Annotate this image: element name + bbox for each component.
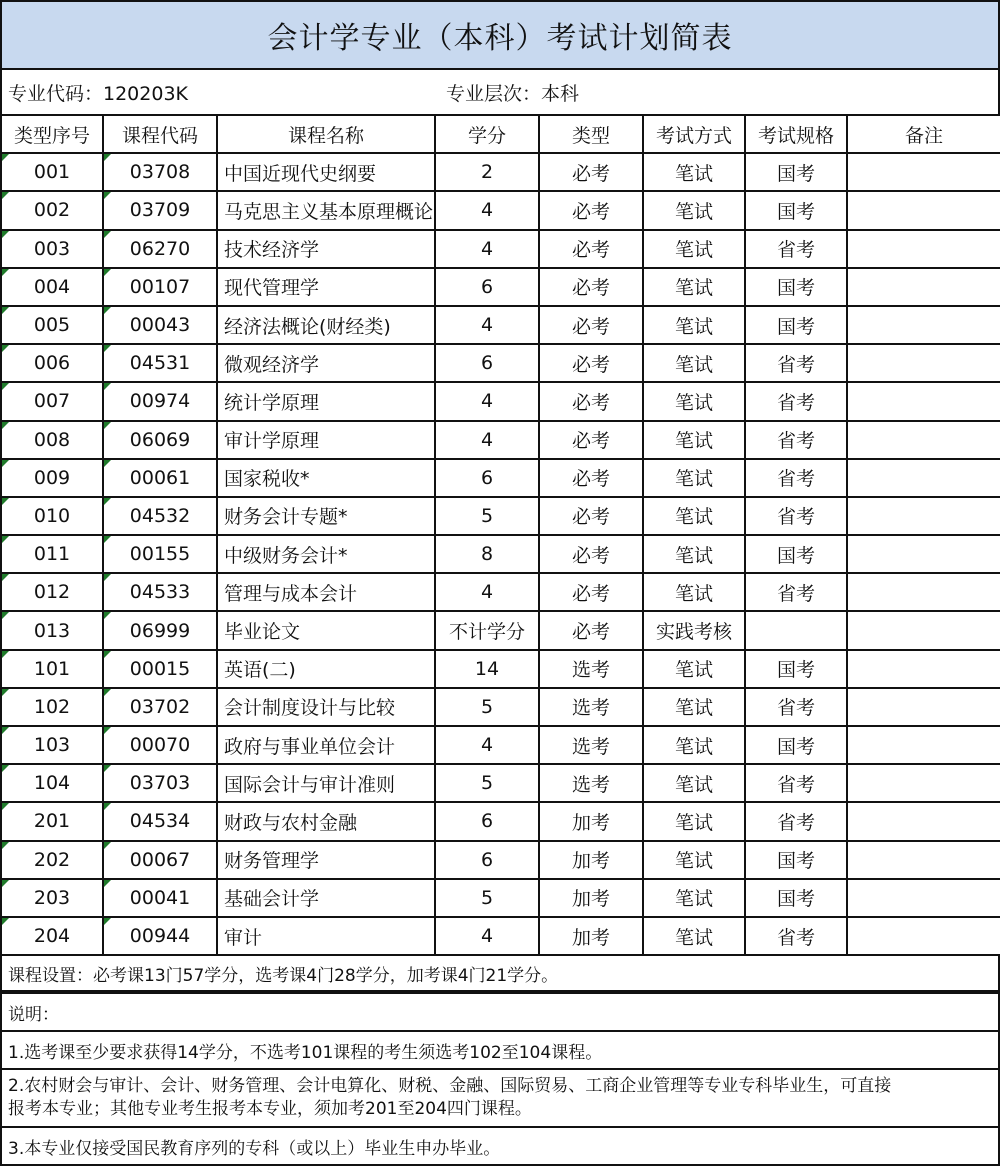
cell-code: 04533 — [103, 573, 217, 611]
cell-type: 加考 — [539, 917, 643, 955]
header-name: 课程名称 — [217, 115, 435, 153]
table-row — [1, 573, 1000, 611]
notes-heading-text: 说明： — [8, 1004, 59, 1025]
cell-seq: 006 — [1, 344, 103, 382]
cell-method: 笔试 — [643, 268, 745, 306]
cell-credit: 4 — [435, 421, 539, 459]
cell-method: 笔试 — [643, 802, 745, 840]
cell-method: 笔试 — [643, 841, 745, 879]
cell-type: 必考 — [539, 191, 643, 229]
cell-spec — [745, 611, 847, 649]
cell-seq: 007 — [1, 382, 103, 420]
table-row — [1, 688, 1000, 726]
cell-spec: 省考 — [745, 459, 847, 497]
cell-spec: 国考 — [745, 191, 847, 229]
table-row — [1, 535, 1000, 573]
cell-name: 现代管理学 — [217, 268, 435, 306]
cell-code: 00043 — [103, 306, 217, 344]
cell-code: 00070 — [103, 726, 217, 764]
cell-note — [847, 650, 1000, 688]
cell-seq: 004 — [1, 268, 103, 306]
cell-credit: 5 — [435, 688, 539, 726]
cell-name: 管理与成本会计 — [217, 573, 435, 611]
cell-type: 必考 — [539, 421, 643, 459]
cell-code: 00041 — [103, 879, 217, 917]
note-item-2-line-2: 报考本专业；其他专业考生报考本专业，须加考201至204四门课程。 — [8, 1099, 532, 1119]
cell-spec: 国考 — [745, 726, 847, 764]
cell-spec: 省考 — [745, 573, 847, 611]
cell-code: 00067 — [103, 841, 217, 879]
cell-name: 财务管理学 — [217, 841, 435, 879]
cell-code: 03709 — [103, 191, 217, 229]
cell-method: 笔试 — [643, 421, 745, 459]
cell-spec: 国考 — [745, 535, 847, 573]
cell-method: 笔试 — [643, 688, 745, 726]
cell-seq: 013 — [1, 611, 103, 649]
cell-type: 必考 — [539, 230, 643, 268]
cell-spec: 省考 — [745, 382, 847, 420]
cell-credit: 6 — [435, 344, 539, 382]
cell-seq: 104 — [1, 764, 103, 802]
cell-type: 必考 — [539, 382, 643, 420]
table-row — [1, 764, 1000, 802]
cell-code: 00944 — [103, 917, 217, 955]
cell-seq: 202 — [1, 841, 103, 879]
cell-spec: 省考 — [745, 917, 847, 955]
cell-type: 必考 — [539, 344, 643, 382]
cell-name: 基础会计学 — [217, 879, 435, 917]
cell-name: 中级财务会计* — [217, 535, 435, 573]
cell-type: 必考 — [539, 497, 643, 535]
table-row — [1, 726, 1000, 764]
cell-type: 加考 — [539, 879, 643, 917]
cell-code: 03708 — [103, 153, 217, 191]
cell-credit: 2 — [435, 153, 539, 191]
note-item-3 — [0, 1126, 1000, 1166]
cell-name: 经济法概论(财经类) — [217, 306, 435, 344]
cell-credit: 5 — [435, 764, 539, 802]
cell-seq: 012 — [1, 573, 103, 611]
cell-seq: 003 — [1, 230, 103, 268]
cell-method: 笔试 — [643, 153, 745, 191]
header-note: 备注 — [847, 115, 1000, 153]
cell-note — [847, 841, 1000, 879]
cell-note — [847, 802, 1000, 840]
table-row — [1, 841, 1000, 879]
cell-name: 财政与农村金融 — [217, 802, 435, 840]
cell-type: 必考 — [539, 459, 643, 497]
cell-code: 00155 — [103, 535, 217, 573]
cell-code: 04531 — [103, 344, 217, 382]
table-row — [1, 230, 1000, 268]
table-row — [1, 879, 1000, 917]
cell-note — [847, 726, 1000, 764]
cell-code: 00974 — [103, 382, 217, 420]
cell-method: 笔试 — [643, 230, 745, 268]
cell-seq: 009 — [1, 459, 103, 497]
cell-note — [847, 497, 1000, 535]
cell-method: 笔试 — [643, 306, 745, 344]
cell-code: 06069 — [103, 421, 217, 459]
course-table — [0, 114, 1000, 956]
header-seq: 类型序号 — [1, 115, 103, 153]
header-method: 考试方式 — [643, 115, 745, 153]
cell-note — [847, 382, 1000, 420]
cell-credit: 4 — [435, 306, 539, 344]
table-row — [1, 917, 1000, 955]
course-summary-text: 课程设置：必考课13门57学分，选考课4门28学分，加考课4门21学分。 — [8, 965, 559, 986]
cell-type: 必考 — [539, 306, 643, 344]
cell-spec: 国考 — [745, 306, 847, 344]
cell-spec: 省考 — [745, 764, 847, 802]
cell-method: 笔试 — [643, 764, 745, 802]
cell-note — [847, 535, 1000, 573]
cell-note — [847, 917, 1000, 955]
cell-note — [847, 764, 1000, 802]
cell-seq: 011 — [1, 535, 103, 573]
cell-name: 审计 — [217, 917, 435, 955]
cell-code: 03703 — [103, 764, 217, 802]
cell-method: 笔试 — [643, 726, 745, 764]
cell-code: 04534 — [103, 802, 217, 840]
cell-spec: 国考 — [745, 841, 847, 879]
cell-name: 马克思主义基本原理概论 — [217, 191, 435, 229]
cell-type: 必考 — [539, 573, 643, 611]
cell-credit: 6 — [435, 841, 539, 879]
cell-note — [847, 344, 1000, 382]
cell-note — [847, 230, 1000, 268]
cell-credit: 14 — [435, 650, 539, 688]
cell-spec: 国考 — [745, 268, 847, 306]
cell-credit: 4 — [435, 191, 539, 229]
cell-credit: 4 — [435, 573, 539, 611]
note-item-2 — [0, 1068, 1000, 1128]
cell-note — [847, 573, 1000, 611]
cell-note — [847, 421, 1000, 459]
cell-seq: 010 — [1, 497, 103, 535]
cell-seq: 201 — [1, 802, 103, 840]
cell-name: 会计制度设计与比较 — [217, 688, 435, 726]
table-row — [1, 344, 1000, 382]
cell-type: 选考 — [539, 688, 643, 726]
header-credit: 学分 — [435, 115, 539, 153]
cell-type: 选考 — [539, 726, 643, 764]
cell-type: 必考 — [539, 268, 643, 306]
cell-spec: 省考 — [745, 497, 847, 535]
header-spec: 考试规格 — [745, 115, 847, 153]
cell-type: 必考 — [539, 153, 643, 191]
cell-method: 笔试 — [643, 497, 745, 535]
cell-note — [847, 879, 1000, 917]
cell-name: 毕业论文 — [217, 611, 435, 649]
cell-name: 审计学原理 — [217, 421, 435, 459]
table-row — [1, 650, 1000, 688]
cell-code: 03702 — [103, 688, 217, 726]
cell-method: 笔试 — [643, 191, 745, 229]
table-row — [1, 191, 1000, 229]
cell-type: 必考 — [539, 611, 643, 649]
note-item-2-line-1: 2.农村财会与审计、会计、财务管理、会计电算化、财税、金融、国际贸易、工商企业管理等专业专科毕业生，可直接 — [8, 1076, 892, 1096]
course-summary — [0, 954, 1000, 992]
cell-code: 00061 — [103, 459, 217, 497]
cell-credit: 6 — [435, 802, 539, 840]
table-row — [1, 382, 1000, 420]
cell-name: 微观经济学 — [217, 344, 435, 382]
table-row — [1, 459, 1000, 497]
cell-name: 国家税收* — [217, 459, 435, 497]
cell-credit: 4 — [435, 230, 539, 268]
cell-credit: 6 — [435, 268, 539, 306]
table-header-row — [1, 115, 1000, 153]
cell-credit: 4 — [435, 382, 539, 420]
cell-seq: 008 — [1, 421, 103, 459]
cell-code: 04532 — [103, 497, 217, 535]
sheet-title-bar — [0, 0, 1000, 70]
sheet-title: 会计学专业（本科）考试计划简表 — [267, 21, 733, 56]
table-row — [1, 421, 1000, 459]
cell-seq: 203 — [1, 879, 103, 917]
cell-type: 加考 — [539, 802, 643, 840]
table-row — [1, 153, 1000, 191]
cell-name: 国际会计与审计准则 — [217, 764, 435, 802]
cell-method: 实践考核 — [643, 611, 745, 649]
header-type: 类型 — [539, 115, 643, 153]
cell-spec: 省考 — [745, 344, 847, 382]
note-item-3-text: 3.本专业仅接受国民教育序列的专科（或以上）毕业生申办毕业。 — [8, 1138, 501, 1159]
cell-type: 选考 — [539, 650, 643, 688]
cell-code: 00015 — [103, 650, 217, 688]
cell-note — [847, 688, 1000, 726]
major-info-row — [0, 68, 1000, 116]
cell-seq: 103 — [1, 726, 103, 764]
cell-note — [847, 459, 1000, 497]
cell-name: 财务会计专题* — [217, 497, 435, 535]
cell-note — [847, 191, 1000, 229]
cell-spec: 省考 — [745, 802, 847, 840]
cell-credit: 5 — [435, 879, 539, 917]
cell-type: 必考 — [539, 535, 643, 573]
cell-method: 笔试 — [643, 917, 745, 955]
cell-seq: 001 — [1, 153, 103, 191]
major-level: 专业层次：本科 — [446, 82, 580, 105]
cell-code: 06999 — [103, 611, 217, 649]
cell-type: 加考 — [539, 841, 643, 879]
cell-note — [847, 153, 1000, 191]
cell-spec: 省考 — [745, 421, 847, 459]
cell-credit: 5 — [435, 497, 539, 535]
cell-name: 技术经济学 — [217, 230, 435, 268]
cell-seq: 102 — [1, 688, 103, 726]
cell-credit: 6 — [435, 459, 539, 497]
cell-name: 政府与事业单位会计 — [217, 726, 435, 764]
cell-method: 笔试 — [643, 573, 745, 611]
header-code: 课程代码 — [103, 115, 217, 153]
cell-seq: 002 — [1, 191, 103, 229]
notes-heading — [0, 992, 1000, 1032]
cell-method: 笔试 — [643, 535, 745, 573]
cell-seq: 101 — [1, 650, 103, 688]
cell-method: 笔试 — [643, 459, 745, 497]
cell-code: 06270 — [103, 230, 217, 268]
course-table-body — [1, 153, 1000, 955]
cell-name: 统计学原理 — [217, 382, 435, 420]
cell-spec: 国考 — [745, 153, 847, 191]
cell-spec: 省考 — [745, 230, 847, 268]
note-item-1 — [0, 1030, 1000, 1070]
major-code: 专业代码：120203K — [8, 82, 188, 105]
cell-credit: 4 — [435, 726, 539, 764]
table-row — [1, 611, 1000, 649]
cell-type: 选考 — [539, 764, 643, 802]
cell-note — [847, 306, 1000, 344]
table-row — [1, 497, 1000, 535]
cell-method: 笔试 — [643, 382, 745, 420]
cell-code: 00107 — [103, 268, 217, 306]
cell-name: 英语(二) — [217, 650, 435, 688]
cell-method: 笔试 — [643, 650, 745, 688]
cell-method: 笔试 — [643, 879, 745, 917]
cell-credit: 8 — [435, 535, 539, 573]
note-item-1-text: 1.选考课至少要求获得14学分，不选考101课程的考生须选考102至104课程。 — [8, 1042, 603, 1063]
cell-seq: 005 — [1, 306, 103, 344]
cell-spec: 国考 — [745, 879, 847, 917]
cell-note — [847, 611, 1000, 649]
table-row — [1, 306, 1000, 344]
cell-spec: 国考 — [745, 650, 847, 688]
cell-credit: 不计学分 — [435, 611, 539, 649]
cell-seq: 204 — [1, 917, 103, 955]
table-row — [1, 268, 1000, 306]
cell-note — [847, 268, 1000, 306]
cell-credit: 4 — [435, 917, 539, 955]
cell-spec: 省考 — [745, 688, 847, 726]
cell-method: 笔试 — [643, 344, 745, 382]
cell-name: 中国近现代史纲要 — [217, 153, 435, 191]
table-row — [1, 802, 1000, 840]
